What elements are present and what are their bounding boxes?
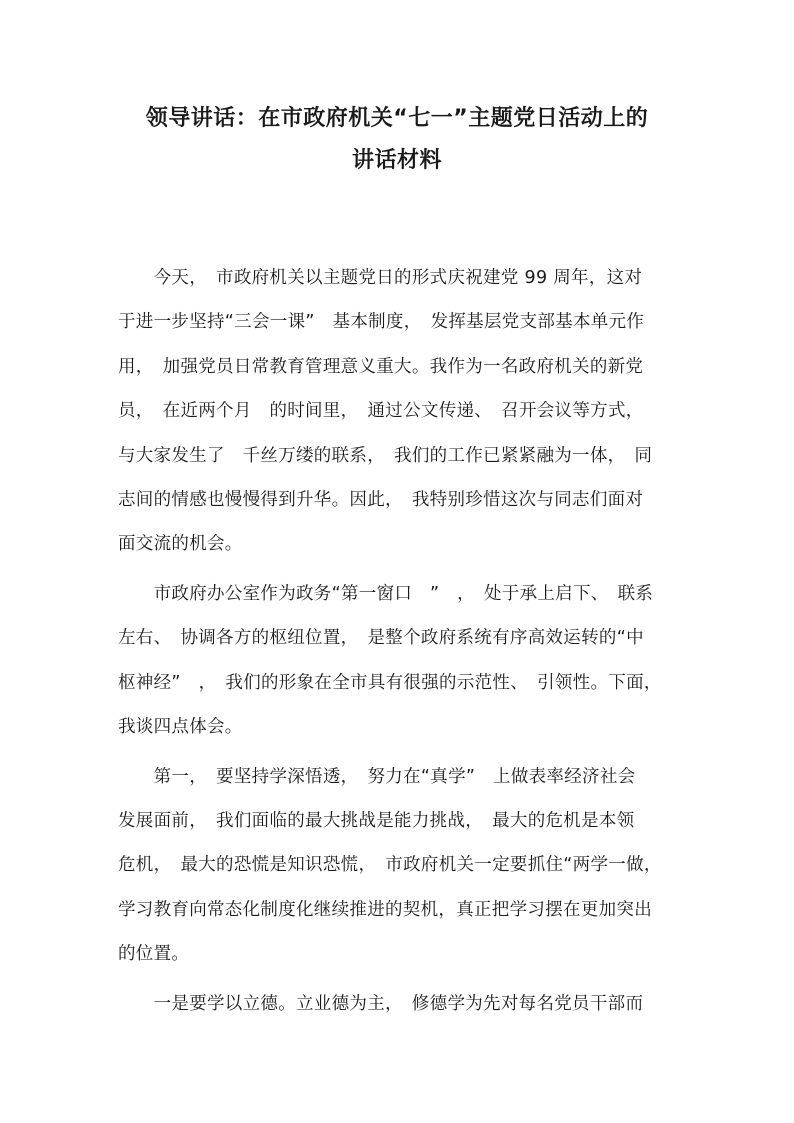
body-text-line: 左右、 协调各方的枢纽位置， 是整个政府系统有序高效运转的“中 [118,628,644,648]
body-text-line: 发展面前， 我们面临的最大挑战是能力挑战， 最大的危机是本领 [118,811,635,831]
body-text-line: 第一， 要坚持学深悟透， 努力在“真学” 上做表率经济社会 [118,767,636,787]
body-text-line: 面交流的机会。 [118,534,243,554]
body-text-line: 学习教育向常态化制度化继续推进的契机，真正把学习摆在更加突出 [118,900,652,920]
body-text-line: 用， 加强党员日常教育管理意义重大。我作为一名政府机关的新党 [118,357,644,377]
body-text-line: 一是要学以立德。立业德为主， 修德学为先对每名党员干部而 [118,994,644,1014]
body-text-line: 志间的情感也慢慢得到升华。因此， 我特别珍惜这次与同志们面对 [118,490,644,510]
body-text-line: 枢神经” ， 我们的形象在全市具有很强的示范性、 引领性。下面， [118,673,662,693]
body-text-line: 员， 在近两个月 的时间里， 通过公文传递、 召开会议等方式， [118,401,644,421]
document-title-line-1: 领导讲话：在市政府机关“七一”主题党日活动上的 [145,106,649,131]
document-title-line-2: 讲话材料 [351,148,442,173]
body-text-line: 于进一步坚持“三会一课” 基本制度， 发挥基层党支部基本单元作 [118,312,645,332]
body-text-line: 市政府办公室作为政务“第一窗口 ” ， 处于承上启下、 联系 [118,584,654,604]
body-text-line: 我谈四点体会。 [118,717,243,737]
body-text-line: 今天， 市政府机关以主题党日的形式庆祝建党 99 周年，这对 [118,268,643,288]
body-text-line: 与大家发生了 千丝万缕的联系， 我们的工作已紧紧融为一体， 同 [118,446,653,466]
body-text-line: 的位置。 [118,944,190,964]
body-text-line: 危机， 最大的恐慌是知识恐慌， 市政府机关一定要抓住“两学一做， [118,855,662,875]
